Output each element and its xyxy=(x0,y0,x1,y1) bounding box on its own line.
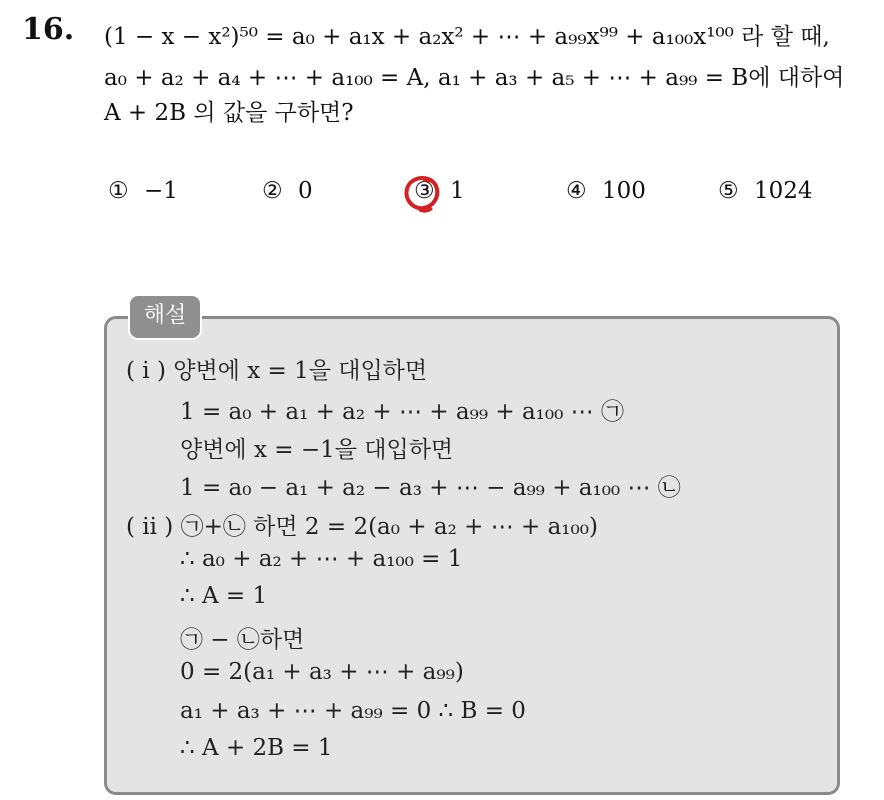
choice-2-value: 0 xyxy=(297,178,313,204)
choice-1[interactable] xyxy=(108,178,178,204)
choice-1-value: −1 xyxy=(143,178,178,204)
choice-3-mark: ③ xyxy=(414,178,435,204)
solution-line: 0 = 2(a₁ + a₃ + ⋯ + a₉₉) xyxy=(180,659,464,685)
solution-line: a₁ + a₃ + ⋯ + a₉₉ = 0 ∴ B = 0 xyxy=(180,698,526,724)
choice-4-value: 100 xyxy=(601,178,646,204)
choice-2[interactable] xyxy=(262,178,313,204)
solution-line: 양변에 x = −1을 대입하면 xyxy=(180,437,454,463)
solution-line: ∴ a₀ + a₂ + ⋯ + a₁₀₀ = 1 xyxy=(180,546,463,572)
problem-line-1: (1 − x − x²)⁵⁰ = a₀ + a₁x + a₂x² + ⋯ + a₉₉x⁹⁹ + a₁₀₀x¹⁰⁰ 라 할 때, xyxy=(104,24,830,50)
problem-number: 16. xyxy=(22,12,75,47)
choice-5[interactable] xyxy=(718,178,812,204)
choice-4[interactable] xyxy=(566,178,646,204)
problem-line-3: A + 2B 의 값을 구하면? xyxy=(104,100,354,126)
choice-2-mark: ② xyxy=(262,178,283,204)
solution-line: 1 = a₀ + a₁ + a₂ + ⋯ + a₉₉ + a₁₀₀ ⋯ ㉠ xyxy=(180,399,624,425)
answer-circle-mark xyxy=(402,172,444,214)
solution-tag: 해설 xyxy=(128,294,202,340)
solution-line: ( i ) 양변에 x = 1을 대입하면 xyxy=(126,358,428,384)
solution-line: ∴ A = 1 xyxy=(180,583,268,609)
solution-line: ∴ A + 2B = 1 xyxy=(180,735,333,761)
choice-5-value: 1024 xyxy=(753,178,813,204)
solution-line: ㉠ − ㉡하면 xyxy=(180,627,305,653)
solution-line: ( ii ) ㉠+㉡ 하면 2 = 2(a₀ + a₂ + ⋯ + a₁₀₀) xyxy=(126,514,598,540)
choice-4-mark: ④ xyxy=(566,178,587,204)
choice-1-mark: ① xyxy=(108,178,129,204)
choice-5-mark: ⑤ xyxy=(718,178,739,204)
choice-3-value: 1 xyxy=(449,178,465,204)
solution-line: 1 = a₀ − a₁ + a₂ − a₃ + ⋯ − a₉₉ + a₁₀₀ ⋯ ㉡ xyxy=(180,475,681,501)
problem-line-2: a₀ + a₂ + a₄ + ⋯ + a₁₀₀ = A, a₁ + a₃ + a₅ + ⋯ + a₉₉ = B에 대하여 xyxy=(104,65,845,91)
